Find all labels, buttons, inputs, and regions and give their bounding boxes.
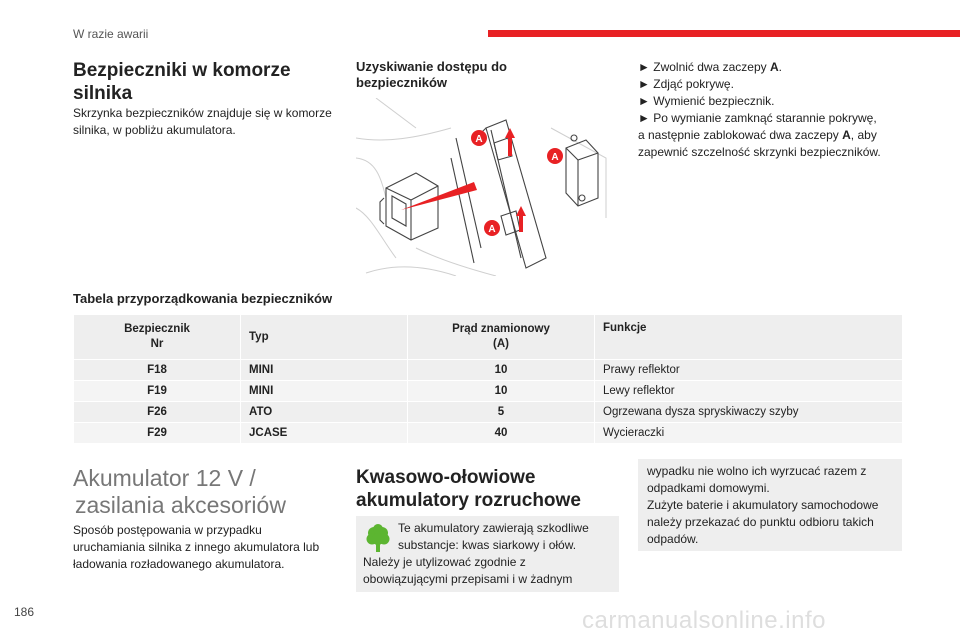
item-bold: A (842, 128, 851, 142)
fuse-table-title: Tabela przyporządkowania bezpieczników (73, 291, 333, 306)
fuses-engine-text (73, 105, 332, 139)
header-type: Typ (241, 315, 408, 360)
item-text: Zwolnić dwa zaczepy (653, 60, 770, 74)
item-text: Zdjąć pokrywę. (653, 77, 734, 91)
bullet-arrow-icon: ► (638, 94, 650, 108)
list-item-continuation (638, 144, 908, 161)
fuse-table (73, 314, 903, 444)
text-line: Sposób postępowania w przypadku (73, 523, 262, 537)
callout-a-2 (547, 148, 563, 164)
section-label: W razie awarii (73, 27, 149, 41)
cell-amp: 5 (408, 402, 595, 423)
table-row (74, 423, 903, 444)
cell-function: Wycieraczki (595, 423, 903, 444)
item-bold: A (769, 60, 779, 74)
text-line: substancje: kwas siarkowy i ołów. (398, 538, 577, 552)
text-line: uruchamiania silnika z innego akumulatora lub (73, 540, 320, 554)
text-line: odpadów. (647, 532, 699, 546)
title-line: Akumulator 12 V / (73, 465, 256, 491)
access-fuses-title (356, 59, 507, 91)
header-current (408, 315, 595, 360)
title-line: Kwasowo-ołowiowe (356, 467, 536, 488)
fuses-engine-title (73, 59, 291, 105)
instruction-list (638, 59, 908, 161)
watermark: carmanualsonline.info (582, 607, 826, 634)
text-line: Te akumulatory zawierają szkodliwe (398, 521, 589, 535)
item-text: Wymienić bezpiecznik. (653, 94, 775, 108)
lead-acid-title (356, 466, 581, 512)
header-text: Prąd znamionowy (452, 323, 550, 335)
text-line: silnika, w pobliżu akumulatora. (73, 123, 236, 137)
bullet-arrow-icon: ► (638, 111, 650, 125)
cell-amp: 10 (408, 381, 595, 402)
list-item (638, 76, 908, 93)
cell-amp: 10 (408, 360, 595, 381)
list-item (638, 59, 908, 76)
cell-type: ATO (241, 402, 408, 423)
cell-nr: F29 (74, 423, 241, 444)
item-text: a następnie zablokować dwa zaczepy (638, 128, 843, 142)
tree-icon (365, 524, 391, 552)
text-line: wypadku nie wolno ich wyrzucać razem z (647, 464, 867, 478)
note-text (647, 463, 878, 548)
svg-text:A: A (551, 152, 559, 163)
title-line: bezpieczników (356, 75, 448, 90)
fuse-box-illustration (356, 98, 612, 276)
bullet-arrow-icon: ► (638, 77, 650, 91)
item-text: Po wymianie zamknąć starannie pokrywę, (653, 111, 877, 125)
environment-note-continued (638, 459, 902, 551)
bullet-arrow-icon: ► (638, 60, 650, 74)
title-line: zasilania akcesoriów (75, 492, 286, 518)
cell-nr: F18 (74, 360, 241, 381)
svg-text:A: A (488, 224, 496, 235)
text-line: Skrzynka bezpieczników znajduje się w komorze (73, 106, 332, 120)
header-fuse (74, 315, 241, 360)
note-text-indented (398, 520, 589, 554)
cell-function: Prawy reflektor (595, 360, 903, 381)
cell-function: Lewy reflektor (595, 381, 903, 402)
list-item (638, 93, 908, 110)
cell-type: MINI (241, 360, 408, 381)
table-header-row (74, 315, 903, 360)
text-line: Należy je utylizować zgodnie z (363, 555, 526, 569)
header-accent-bar (488, 30, 960, 37)
note-text (363, 554, 572, 588)
title-line: Uzyskiwanie dostępu do (356, 59, 507, 74)
text-line: obowiązującymi przepisami i w żadnym (363, 572, 573, 586)
table-row (74, 402, 903, 423)
header-text: Bezpiecznik (124, 323, 190, 335)
text-line: Zużyte baterie i akumulatory samochodowe (647, 498, 879, 512)
environment-note (356, 516, 619, 592)
text-line: odpadkami domowymi. (647, 481, 770, 495)
cell-nr: F26 (74, 402, 241, 423)
header-function: Funkcje (595, 315, 903, 360)
cell-nr: F19 (74, 381, 241, 402)
table-row (74, 360, 903, 381)
title-line: Bezpieczniki w komorze (73, 60, 291, 81)
title-line: silnika (73, 83, 133, 104)
text-line: należy przekazać do punktu odbioru takich (647, 515, 874, 529)
header-text: Nr (150, 338, 164, 350)
item-text: zapewnić szczelność skrzynki bezpieczników. (638, 145, 881, 159)
cell-type: JCASE (241, 423, 408, 444)
cell-type: MINI (241, 381, 408, 402)
battery-text (73, 522, 319, 573)
callout-a-1 (471, 130, 487, 146)
svg-text:A: A (475, 134, 483, 145)
header-text: (A) (493, 338, 509, 350)
title-line: akumulatory rozruchowe (356, 490, 581, 511)
callout-a-3 (484, 220, 500, 236)
list-item-continuation (638, 127, 908, 144)
page-number: 186 (14, 605, 35, 619)
item-text: , aby (850, 128, 877, 142)
list-item (638, 110, 908, 127)
cell-amp: 40 (408, 423, 595, 444)
table-row (74, 381, 903, 402)
battery-title (73, 465, 286, 519)
item-text: . (778, 60, 782, 74)
text-line: ładowania rozładowanego akumulatora. (73, 557, 285, 571)
cell-function: Ogrzewana dysza spryskiwaczy szyby (595, 402, 903, 423)
